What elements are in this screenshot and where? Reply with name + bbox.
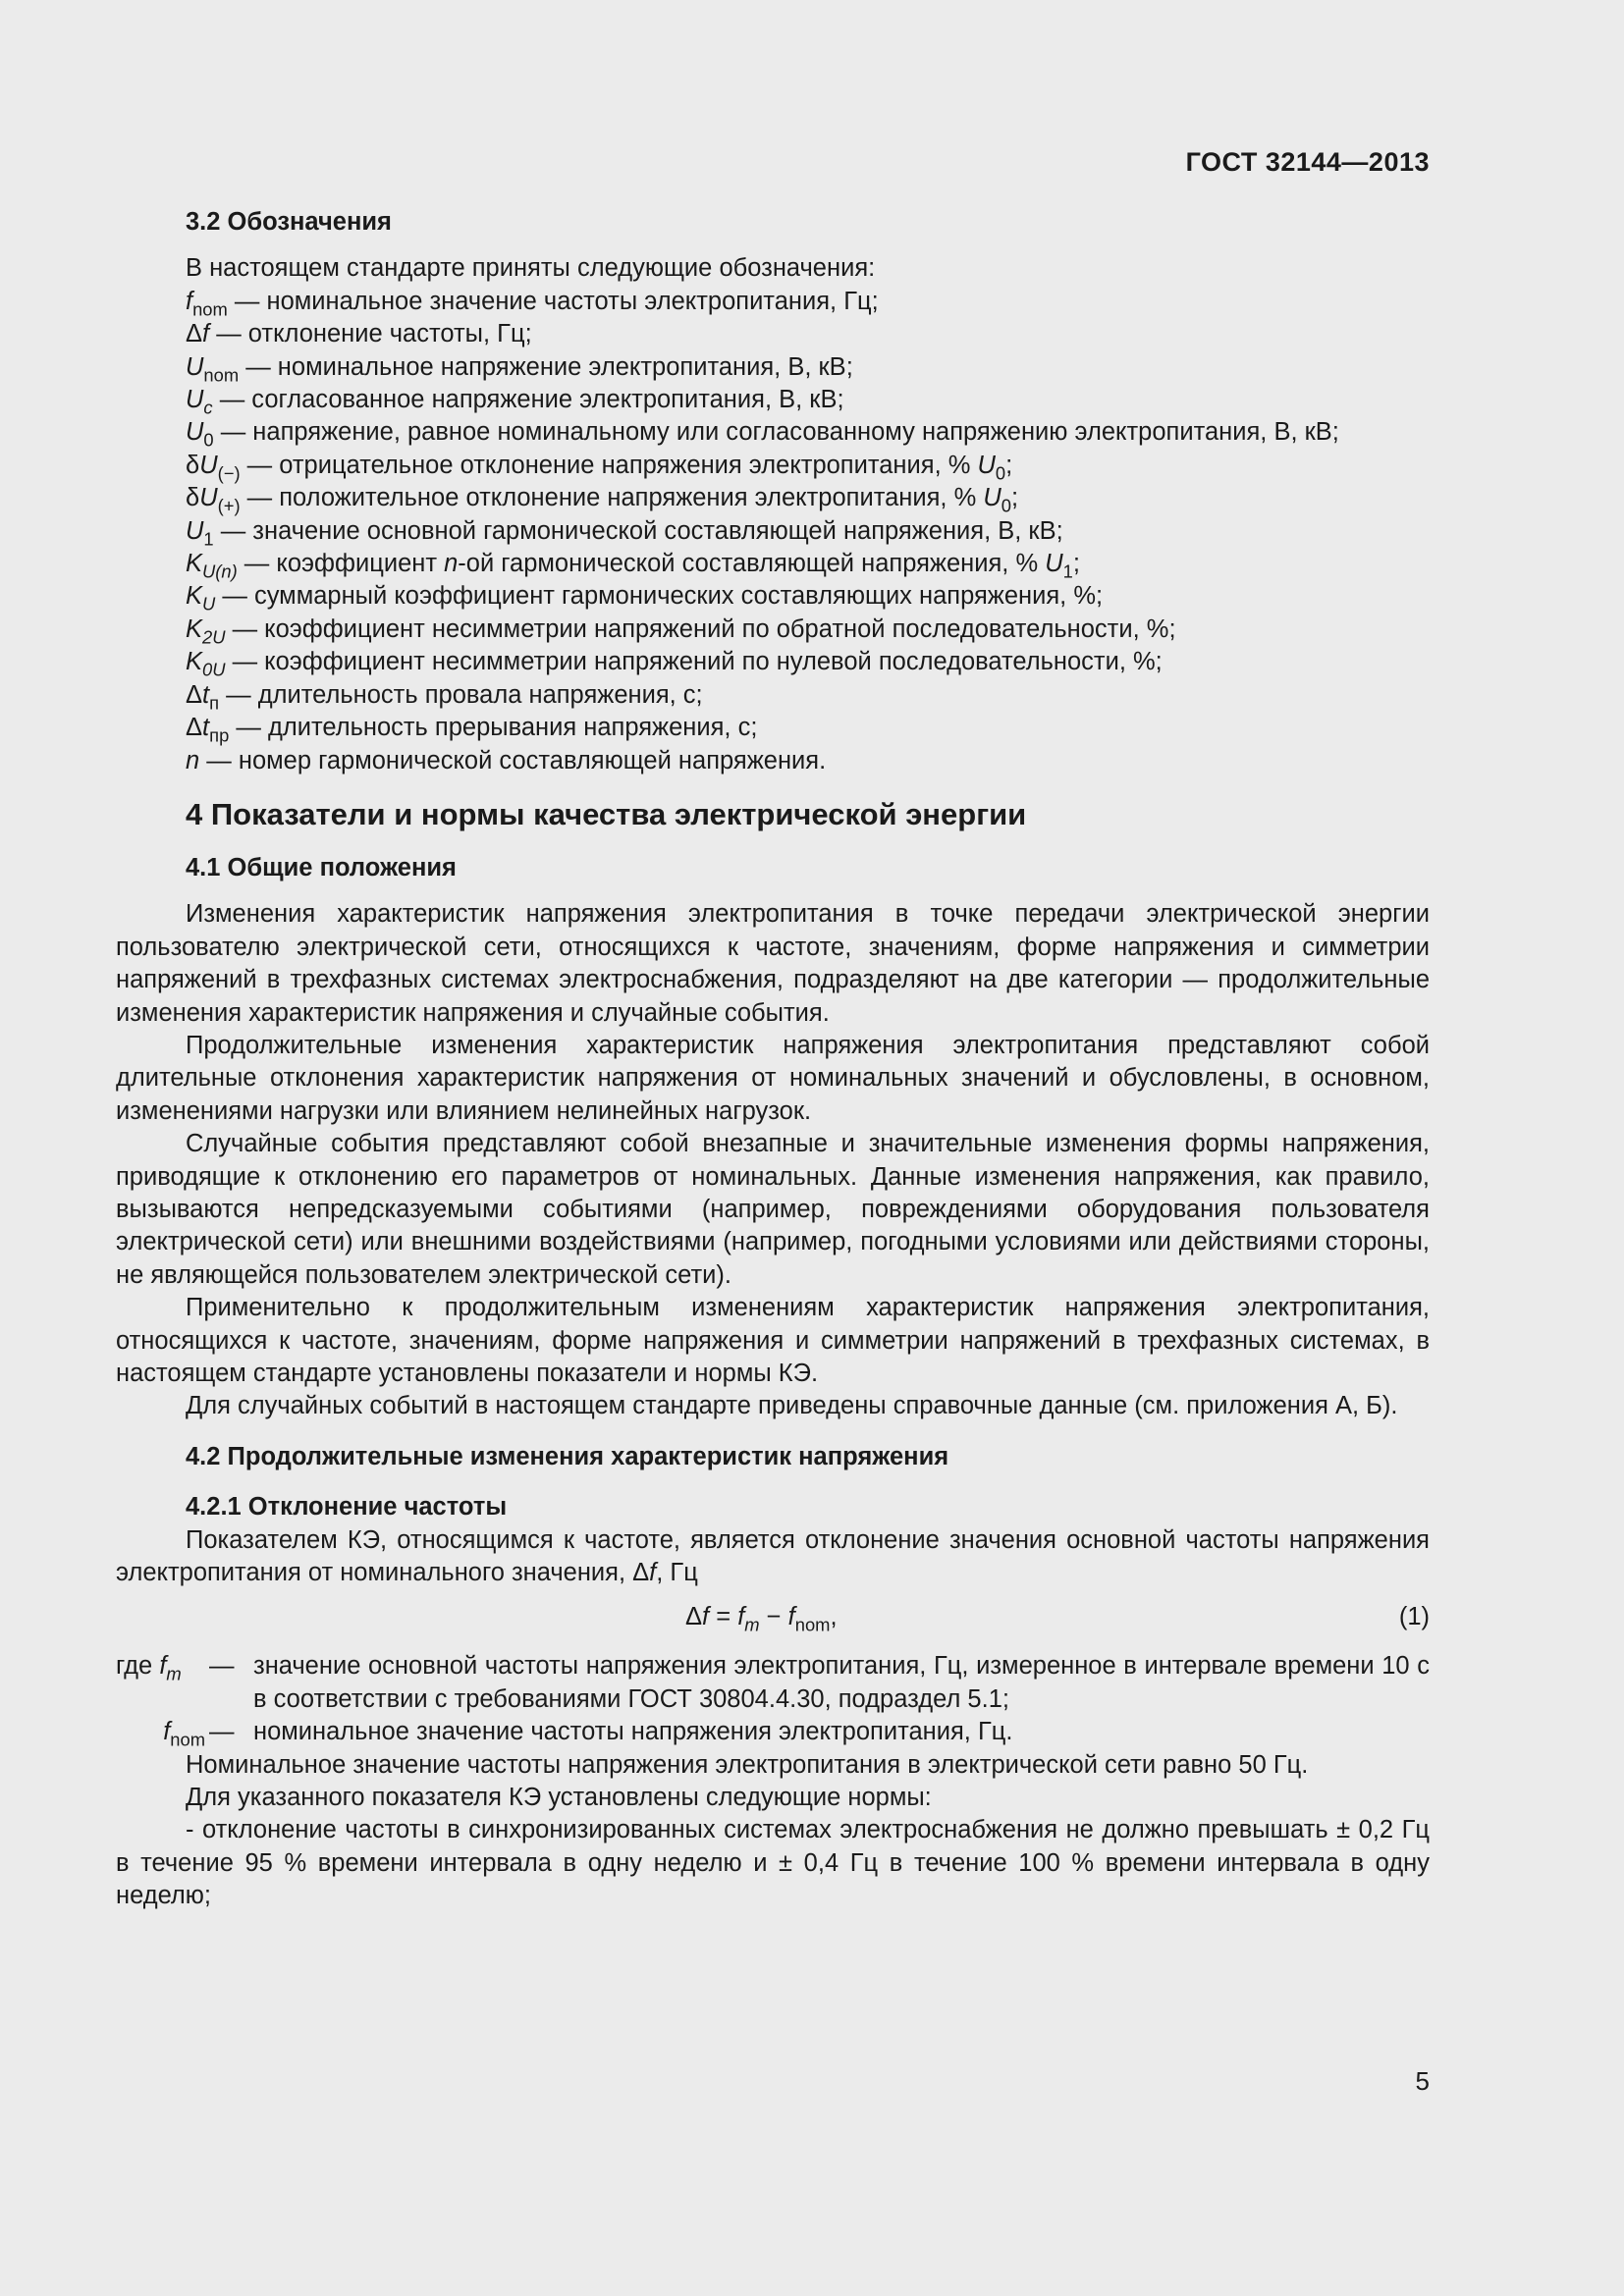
symbol-item: $K_{2U}$ — коэффициент несимметрии напряжений по обратной последовательности, %; (186, 614, 1176, 648)
symbol-item: $K_{0U}$ — коэффициент несимметрии напряжений по нулевой последовательности, %; (186, 648, 1163, 680)
symbols-list (186, 286, 1430, 777)
formula-1 (116, 1597, 1430, 1636)
symbols-intro: В настоящем стандарте приняты следующие обозначения: (186, 254, 876, 283)
symbol-item: $K_U$ — суммарный коэффициент гармонических составляющих напряжения, %; (186, 582, 1104, 614)
heading-4-2: 4.2 Продолжительные изменения характеристик напряжения (186, 1442, 949, 1470)
symbol-item: $\delta U_{(+)}$ — положительное отклонение напряжения электропитания, % $U_0$; (186, 484, 1019, 516)
symbol-item: Δf — отклонение частоты, Гц; (186, 320, 532, 348)
symbol-item: $\Delta t_{пр}$ — длительность прерывания напряжения, с; (186, 714, 758, 746)
page-content (116, 206, 1430, 1913)
where-item: $f_{nom}$ — номинальное значение частоты напряжения электропитания, Гц. (163, 1718, 1013, 1750)
paragraph: Применительно к продолжительным изменениям характеристик напряжения электропитания, относящихся к частоте, значениям, форме напряжения и симметрии напряжений в трехфазных системах, в настоящем стандарте установлены показатели и нормы КЭ. (116, 1294, 1430, 1387)
paragraph: Продолжительные изменения характеристик напряжения электропитания представляют собой длительные отклонения характеристик напряжения от номинальных значений и обусловлены, в основном, изменениями нагрузки или влиянием нелинейных нагрузок. (116, 1031, 1430, 1125)
heading-3-2: 3.2 Обозначения (186, 208, 392, 236)
where-item: где $f_m$ — значение основной частоты напряжения электропитания, Гц, измеренное в интервале времени 10 с в соответствии с требованиями ГОСТ 30804.4.30, подраздел 5.1; (116, 1652, 1430, 1713)
symbol-item: $\Delta t_п$ — длительность провала напряжения, с; (186, 680, 703, 714)
symbol-item: $\delta U_{(-)}$ — отрицательное отклонение напряжения электропитания, % $U_0$; (186, 451, 1013, 484)
page-number: 5 (1415, 2066, 1430, 2096)
heading-4-2-1: 4.2.1 Отклонение частоты (186, 1493, 508, 1522)
symbol-item: $U_{nom}$ — номинальное напряжение электропитания, В, кВ; (186, 352, 853, 386)
symbol-item: $U_0$ — напряжение, равное номинальному или согласованному напряжению электропитания, В, кВ; (186, 418, 1339, 451)
heading-4: 4 Показатели и нормы качества электрической энергии (186, 796, 1027, 831)
symbol-item: $U_1$ — значение основной гармонической составляющей напряжения, В, кВ; (186, 516, 1063, 550)
formula-expression: $\Delta f = f_m - f_{nom}$, (685, 1603, 838, 1635)
paragraph: Номинальное значение частоты напряжения электропитания в электрической сети равно 50 Гц. (186, 1750, 1309, 1779)
symbol-item: $U_c$ — согласованное напряжение электропитания, В, кВ; (186, 386, 844, 418)
symbol-item: $K_{U(n)}$ — коэффициент n-ой гармонической составляющей напряжения, % $U_1$; (186, 550, 1080, 582)
heading-4-1: 4.1 Общие положения (186, 853, 457, 881)
formula-number: (1) (1398, 1603, 1430, 1631)
symbol-item: $f_{nom}$ — номинальное значение частоты электропитания, Гц; (186, 287, 879, 320)
paragraph: Показателем КЭ, относящимся к частоте, является отклонение значения основной частоты напряжения электропитания от номинального значения, Δf, Гц (116, 1525, 1430, 1587)
paragraph: - отклонение частоты в синхронизированных системах электроснабжения не должно превышать ± 0,2 Гц в течение 95 % времени интервала в одну неделю и ± 0,4 Гц в течение 100 % времени интервала в одну неделю; (116, 1816, 1430, 1910)
symbol-item: n — номер гармонической составляющей напряжения. (186, 746, 827, 774)
paragraph: Для указанного показателя КЭ установлены следующие нормы: (186, 1784, 932, 1812)
document-code: ГОСТ 32144—2013 (1185, 147, 1430, 177)
paragraph: Изменения характеристик напряжения электропитания в точке передачи электрической энергии пользователю электрической сети, относящихся к частоте, значениям, форме напряжения и симметрии напряжений в трехфазных системах электроснабжения, подразделяют на две категории — продолжительные изменения характеристик напряжения и случайные события. (116, 900, 1430, 1027)
paragraph: Для случайных событий в настоящем стандарте приведены справочные данные (см. приложения А, Б). (186, 1392, 1398, 1420)
paragraph: Случайные события представляют собой внезапные и значительные изменения формы напряжения, приводящие к отклонению его параметров от номинальных. Данные изменения напряжения, как правило, вызываются непредсказуемыми событиями (например, повреждениями оборудования пользователя электрической сети) или внешними воздействиями (например, погодными условиями или действиями стороны, не являющейся пользователем электрической сети). (116, 1130, 1430, 1289)
